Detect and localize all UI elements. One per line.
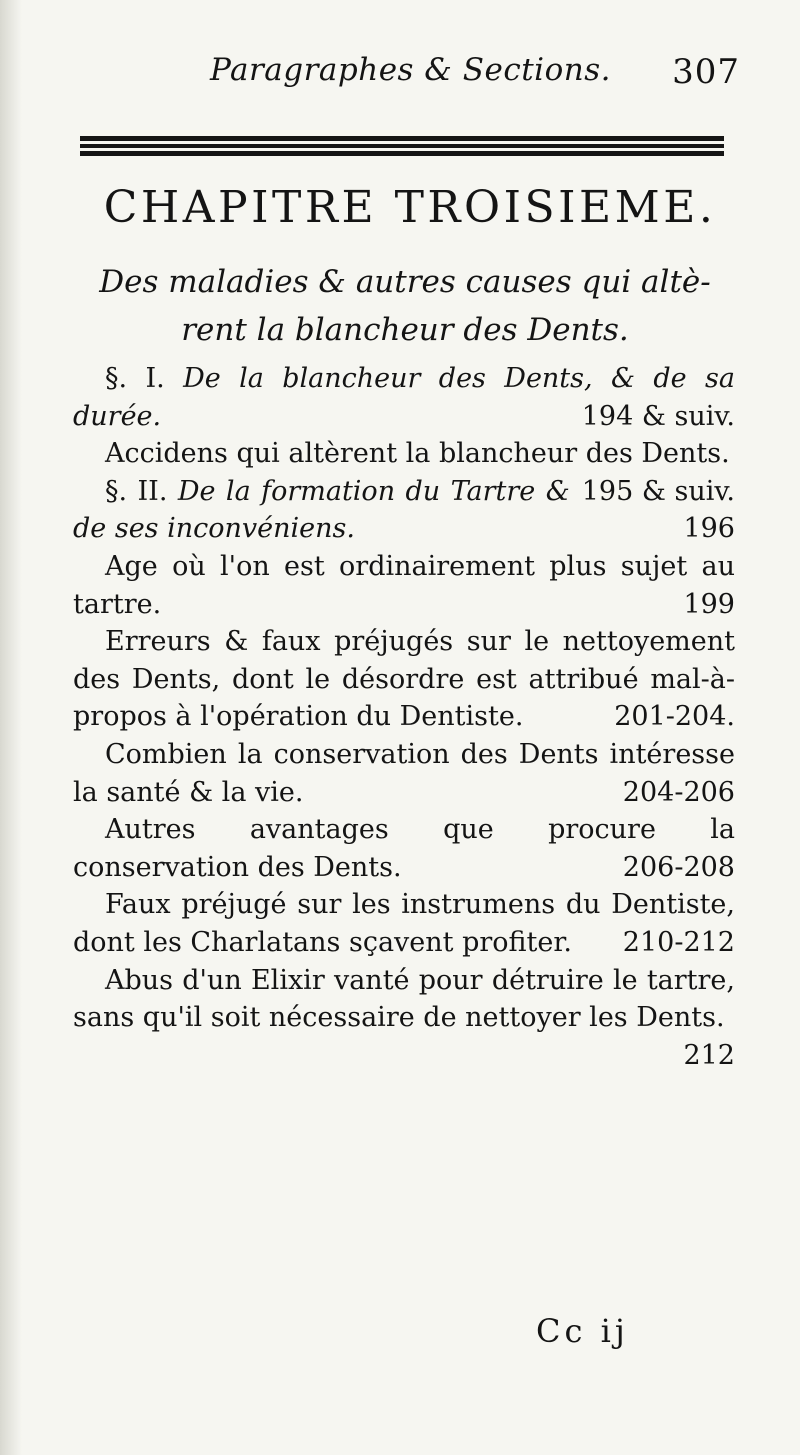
entry-pages: 196 — [683, 513, 735, 545]
section-mark: §. I. — [105, 363, 165, 394]
table-of-contents — [73, 360, 735, 1074]
rule-bar-middle — [80, 144, 724, 148]
page-number: 307 — [672, 52, 740, 92]
rule-bar-bottom — [80, 151, 724, 156]
chapter-subtitle — [60, 258, 750, 354]
entry-text: De la blancheur des Dents, & de sa durée. — [73, 363, 735, 432]
chapter-title: CHAPITRE TROISIEME. — [103, 182, 717, 233]
toc-entry — [73, 811, 735, 886]
toc-entry — [73, 962, 735, 1071]
signature-mark: Cc ij — [536, 1312, 629, 1350]
toc-entry — [73, 736, 735, 811]
entry-pages: 212 — [683, 1039, 735, 1071]
entry-pages: 204-206 — [622, 776, 735, 808]
entry-pages: 194 & suiv. — [581, 400, 735, 432]
ornamental-rule — [80, 134, 724, 158]
entry-text: De la formation du Tartre & de ses inconvéniens. — [73, 475, 570, 545]
subtitle-line-2: rent la blancheur des Dents. — [181, 312, 629, 348]
entry-pages: 199 — [683, 588, 735, 620]
entry-text: Erreurs & faux préjugés sur le nettoyement des Dents, dont le désordre est attribué mal-à-propos à l'opération du Dentiste. — [73, 626, 735, 733]
toc-entry — [73, 886, 735, 961]
entry-text: Age où l'on est ordinairement plus sujet au tartre. — [73, 550, 735, 620]
running-header — [210, 52, 740, 102]
entry-text: Combien la conservation des Dents intéresse la santé & la vie. — [73, 738, 735, 808]
toc-entry — [73, 360, 735, 435]
subtitle-line-1: Des maladies & autres causes qui altè- — [99, 264, 711, 300]
entry-text: Autres avantages que procure la conservation des Dents. — [73, 814, 735, 883]
toc-entry — [73, 623, 735, 736]
running-title: Paragraphes & Sections. — [210, 52, 611, 88]
entry-pages: 206-208 — [622, 851, 735, 883]
rule-bar-top — [80, 136, 724, 141]
section-mark: §. II. — [105, 475, 168, 507]
entry-pages: 195 & suiv. — [581, 475, 735, 507]
entry-text: Abus d'un Elixir vanté pour détruire le tartre, sans qu'il soit nécessaire de nettoyer les Dents. — [73, 964, 735, 1034]
entry-pages: 210-212 — [622, 926, 735, 958]
entry-pages: 201-204. — [614, 701, 735, 733]
entry-text: Faux préjugé sur les instrumens du Dentiste, dont les Charlatans sçavent profiter. — [73, 889, 735, 958]
entry-text: Accidens qui altèrent la blancheur des Dents. — [105, 438, 730, 470]
toc-entry — [73, 548, 735, 623]
